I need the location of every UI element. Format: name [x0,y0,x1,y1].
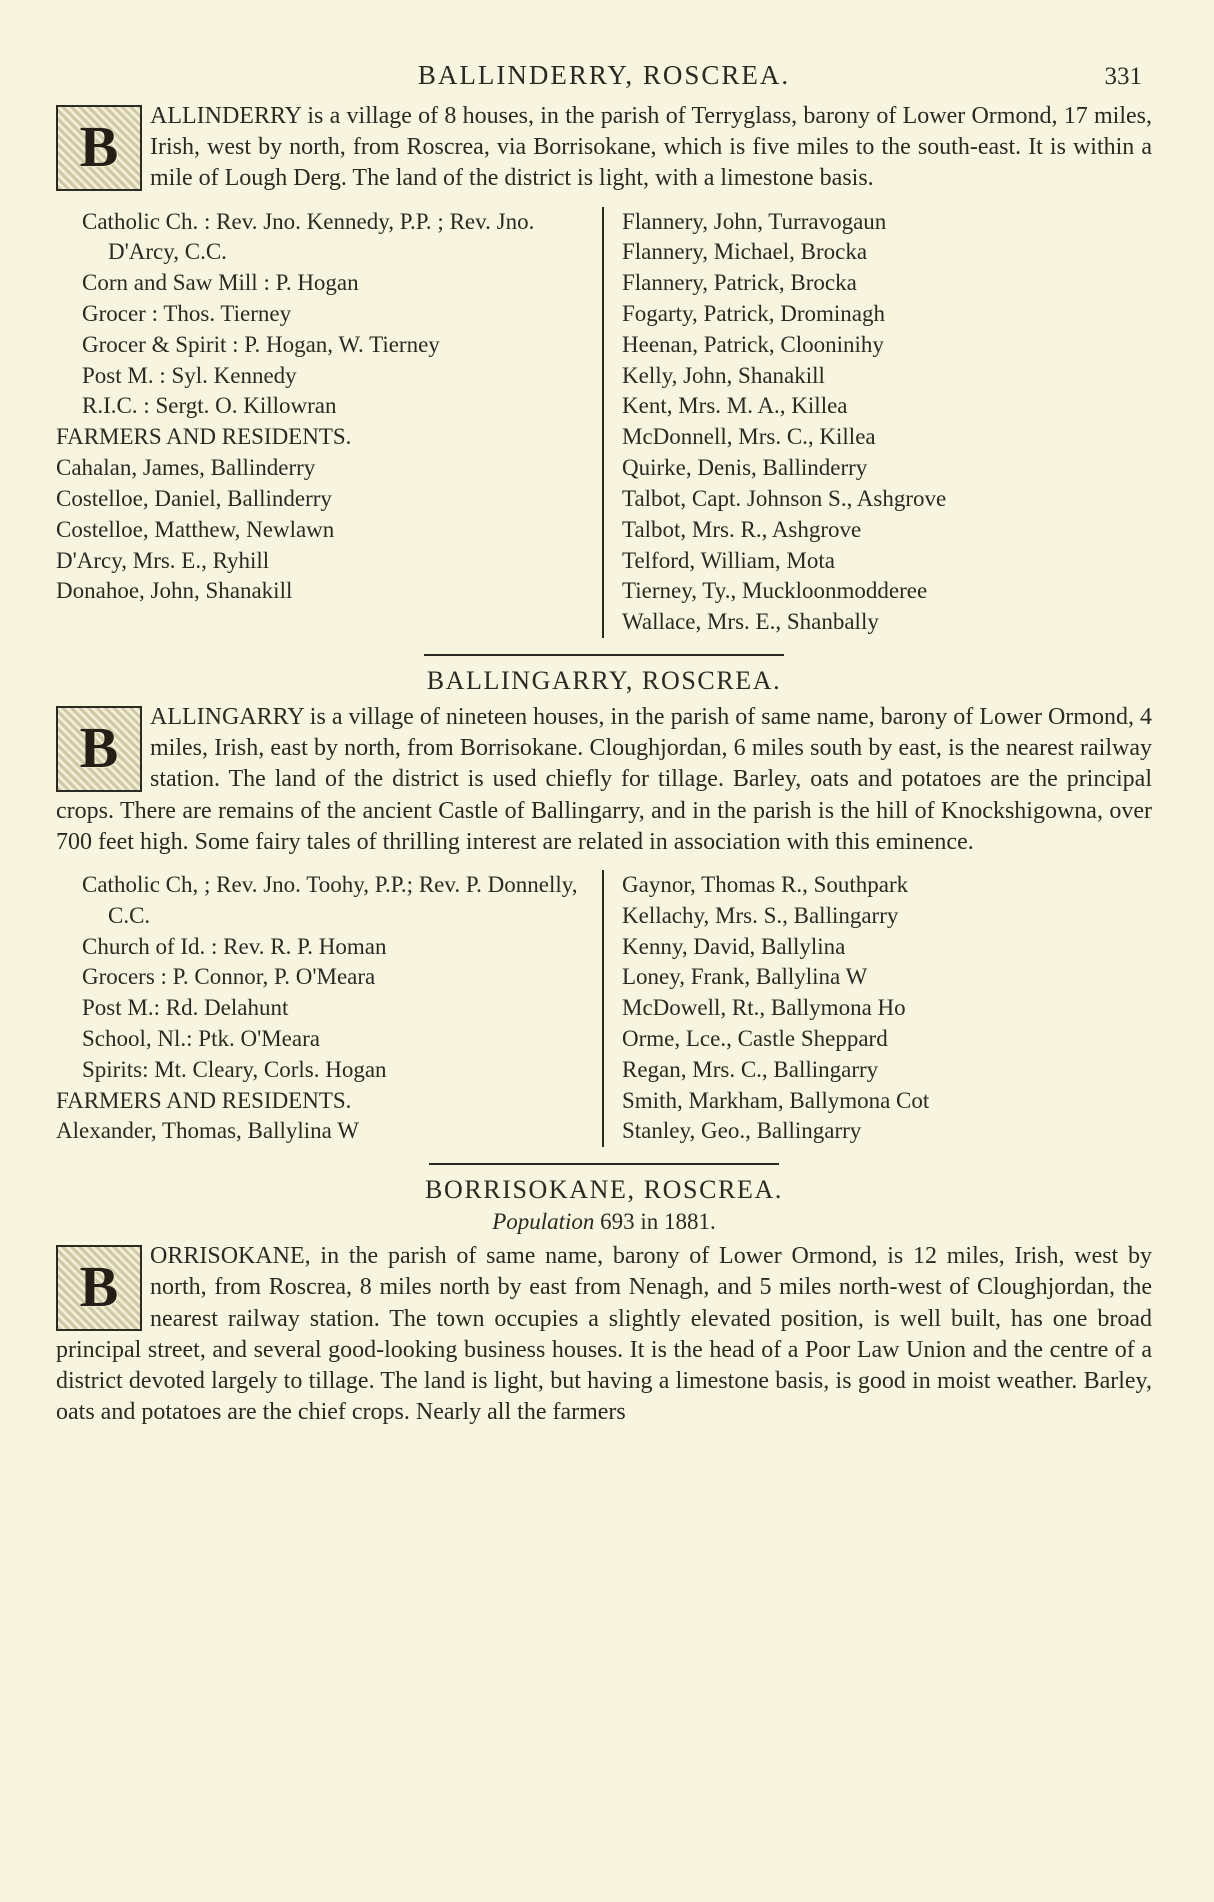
list-item: McDowell, Rt., Ballymona Ho [622,995,906,1021]
list-item: Tierney, Ty., Muckloonmodderee [622,578,928,604]
list-item: Kent, Mrs. M. A., Killea [622,393,848,419]
list-item: Fogarty, Patrick, Drominagh [622,301,885,326]
list-item: Quirke, Denis, Ballinderry [622,455,868,481]
section-borrisokane [56,1175,1152,1428]
list-item: Talbot, Mrs. R., Ashgrove [622,516,862,542]
section-divider-rule [424,654,784,656]
section-heading: BORRISOKANE, ROSCREA. [425,1175,783,1205]
page-folio: 331 [1104,63,1142,90]
list-item: Corn and Saw Mill : P. Hogan [82,270,359,296]
list-item: Catholic Ch, ; Rev. Jno. Toohy, P.P.; Rev. P. Donnelly, C.C. [82,871,578,928]
drop-cap-ornament [56,105,142,191]
directory-column-right [604,870,1152,1147]
running-head-title: BALLINDERRY, ROSCREA. [417,60,791,90]
list-item: Stanley, Geo., Ballingarry [622,1118,862,1144]
page-content [56,60,1152,1432]
list-item: School, Nl.: Ptk. O'Meara [82,1025,320,1051]
list-item: Flannery, John, Turravogaun [622,208,887,234]
list-item: Flannery, Michael, Brocka [622,239,868,265]
list-item: Alexander, Thomas, Ballylina W [56,1118,359,1144]
list-item: Costelloe, Matthew, Newlawn [56,516,335,542]
list-item: Regan, Mrs. C., Ballingarry [622,1056,879,1082]
list-item: Costelloe, Daniel, Ballinderry [56,485,332,511]
list-item: D'Arcy, Mrs. E., Ryhill [56,547,270,573]
directory-column-left [56,207,604,638]
drop-cap-ornament [56,1245,142,1331]
section-intro [56,101,1152,195]
intro-paragraph: ALLINDERRY is a village of 8 houses, in the parish of Terryglass, barony of Lower Ormond, 17 miles, Irish, west by north, from Roscrea, via Borrisokane, which is five miles to the south-east. It is within a mile of Lough Derg. The land of the district is light, with a limestone basis. [150,103,1152,192]
section-intro [56,702,1152,858]
section-ballingarry [56,666,1152,1147]
list-item: McDonnell, Mrs. C., Killea [622,424,876,450]
intro-paragraph: ALLINGARRY is a village of nineteen houses, in the parish of same name, barony of Lower Ormond, 4 miles, Irish, east by north, from Borrisokane. Cloughjordan, 6 miles south by east, is the nearest railway station. The land of the district is used chiefly for tillage. Barley, oats and potatoes are the principal crops. There are remains of the ancient Castle of Ballingarry, and in the parish is the hill of Knockshigowna, over 700 feet high. Some fairy tales of thrilling interest are related in association with this eminence. [56,703,1152,855]
directory-columns [56,870,1152,1147]
drop-cap-letter: B [79,714,119,780]
drop-cap-ornament [56,706,142,792]
directory-column-right [604,207,1152,638]
list-item: Heenan, Patrick, Clooninihy [622,331,884,357]
list-item: Grocer & Spirit : P. Hogan, W. Tierney [82,331,440,357]
section-subheading [56,1209,1152,1235]
section-ballinderry [56,101,1152,638]
list-item: Grocer : Thos. Tierney [82,301,292,326]
section-intro [56,1241,1152,1428]
list-item: Post M.: Rd. Delahunt [82,995,289,1021]
list-item: Gaynor, Thomas R., Southpark [622,871,909,897]
section-heading: BALLINGARRY, ROSCREA. [426,665,782,695]
drop-cap-letter: B [79,1253,119,1319]
list-item: Wallace, Mrs. E., Shanbally [622,609,879,635]
drop-cap-letter: B [79,113,119,179]
list-item: Spirits: Mt. Cleary, Corls. Hogan [82,1056,387,1082]
directory-column-left [56,870,604,1147]
list-item: Kellachy, Mrs. S., Ballingarry [622,902,899,928]
population-label: Population [492,1209,595,1235]
list-item: Church of Id. : Rev. R. P. Homan [82,933,387,959]
list-item: Orme, Lce., Castle Sheppard [622,1025,888,1051]
list-item: Telford, William, Mota [622,547,835,573]
list-item: Talbot, Capt. Johnson S., Ashgrove [622,485,947,511]
directory-columns [56,207,1152,638]
list-item: Donahoe, John, Shanakill [56,578,293,604]
list-item: Flannery, Patrick, Brocka [622,270,857,296]
list-subheading: FARMERS AND RESIDENTS. [56,424,352,450]
list-item: Smith, Markham, Ballymona Cot [622,1087,930,1113]
population-value: 693 in 1881. [600,1209,716,1235]
intro-paragraph: ORRISOKANE, in the parish of same name, barony of Lower Ormond, is 12 miles, Irish, west by north, from Roscrea, 8 miles north by east from Nenagh, and 5 miles north-west of Cloughjordan, the nearest railway station. The town occupies a slightly elevated position, is well built, has one broad principal street, and several good-looking business houses. It is the head of a Poor Law Union and the centre of a district devoted largely to tillage. The land is light, but having a limestone basis, is good in moist weather. Barley, oats and potatoes are the chief crops. Nearly all the farmers [56,1243,1152,1426]
list-subheading: FARMERS AND RESIDENTS. [56,1087,352,1113]
list-item: Loney, Frank, Ballylina W [622,964,868,990]
section-divider-rule [429,1163,779,1165]
list-item: Cahalan, James, Ballinderry [56,455,316,481]
list-item: R.I.C. : Sergt. O. Killowran [82,393,337,419]
list-item: Grocers : P. Connor, P. O'Meara [82,964,376,990]
list-item: Catholic Ch. : Rev. Jno. Kennedy, P.P. ; Rev. Jno. D'Arcy, C.C. [82,208,535,265]
list-item: Kelly, John, Shanakill [622,362,825,388]
list-item: Post M. : Syl. Kennedy [82,362,297,388]
running-head [56,60,1152,91]
list-item: Kenny, David, Ballylina [622,933,846,959]
